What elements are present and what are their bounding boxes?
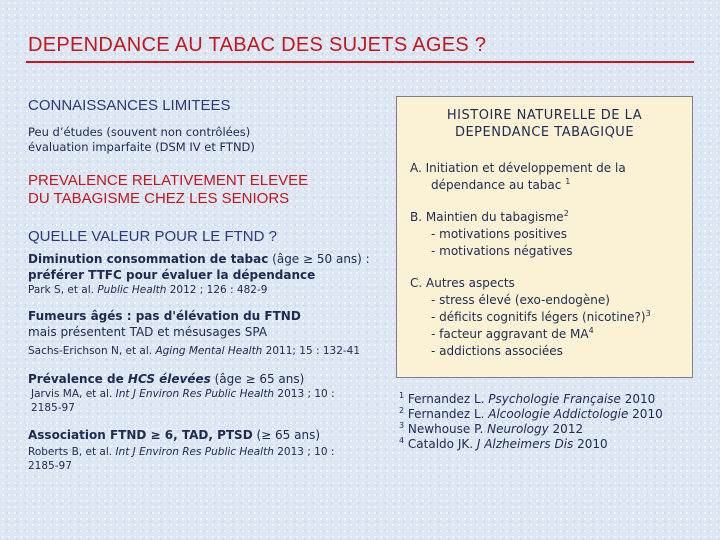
dim-paren: (âge ≥ 50 ans) : bbox=[268, 252, 370, 266]
item-c-line-1: C. Autres aspects bbox=[410, 276, 515, 290]
ref-sachs-journal: Aging Mental Health bbox=[155, 345, 263, 357]
footnotes bbox=[399, 392, 699, 452]
footnote-3-rest: 2012 bbox=[548, 422, 584, 436]
item-c-sub-4: - addictions associées bbox=[431, 344, 563, 358]
assoc-bold: Association FTND ≥ 6, TAD, PTSD bbox=[28, 428, 253, 442]
footnote-2-num: 2 bbox=[399, 406, 405, 415]
item-a-sup: 1 bbox=[565, 177, 571, 186]
s1-line-1: Peu d’études (souvent non contrôlées) bbox=[28, 125, 251, 139]
slide-title: DEPENDANCE AU TABAC DES SUJETS AGES ? bbox=[28, 34, 487, 56]
ref-roberts-journal: Int J Environ Res Public Health bbox=[115, 446, 274, 458]
ref-sachs bbox=[28, 344, 388, 358]
item-a-text: dépendance au tabac bbox=[431, 178, 562, 192]
heading-prevalence-line-1: PREVALENCE RELATIVEMENT ELEVEE bbox=[28, 172, 309, 189]
footnote-3-num: 3 bbox=[399, 421, 405, 430]
item-a-line-2 bbox=[410, 177, 692, 194]
ref-roberts bbox=[28, 445, 388, 459]
footnote-1 bbox=[399, 392, 699, 407]
ref-roberts-pages: 2185-97 bbox=[28, 460, 72, 472]
footnote-4-rest: 2010 bbox=[573, 437, 608, 451]
footnote-4-journal: J Alzheimers Dis bbox=[476, 437, 574, 451]
box-content bbox=[397, 160, 692, 360]
item-b-sup: 2 bbox=[563, 209, 569, 218]
ref-jarvis-authors: Jarvis MA, et al. bbox=[31, 388, 116, 400]
ref-jarvis bbox=[28, 387, 388, 401]
item-b-sub-2: - motivations négatives bbox=[431, 244, 573, 258]
item-b-text: B. Maintien du tabagisme bbox=[410, 210, 564, 224]
footnote-2-journal: Alcoologie Addictologie bbox=[488, 407, 629, 421]
item-c-sub-2-sup: 3 bbox=[645, 309, 651, 318]
item-c-sub-3-sup: 4 bbox=[588, 326, 594, 335]
histoire-naturelle-box bbox=[396, 96, 693, 378]
footnote-3-journal: Neurology bbox=[487, 422, 549, 436]
heading-prevalence-line-2: DU TABAGISME CHEZ LES SENIORS bbox=[28, 190, 290, 207]
box-title-line-2: DEPENDANCE TABAGIQUE bbox=[454, 125, 635, 140]
footnote-1-num: 1 bbox=[399, 391, 405, 400]
footnote-4-authors: Cataldo JK. bbox=[407, 437, 477, 451]
footnote-4-num: 4 bbox=[399, 436, 405, 445]
ref-sachs-rest: 2011; 15 : 132-41 bbox=[262, 345, 361, 357]
item-b-line-1 bbox=[410, 209, 692, 226]
footnote-4 bbox=[399, 437, 699, 452]
box-title bbox=[397, 107, 692, 141]
prev-bold: Prévalence de bbox=[28, 372, 128, 386]
footnote-1-authors: Fernandez L. bbox=[407, 392, 489, 406]
ref-roberts-authors: Roberts B, et al. bbox=[28, 446, 116, 458]
dim-bold-1: Diminution consommation de tabac bbox=[28, 252, 269, 266]
box-title-line-1: HISTOIRE NATURELLE DE LA bbox=[446, 108, 643, 123]
left-column bbox=[28, 97, 388, 473]
fum-line-2: mais présentent TAD et mésusages SPA bbox=[28, 325, 268, 339]
ref-jarvis-rest: 2013 ; 10 : bbox=[274, 388, 335, 400]
prev-paren: (âge ≥ 65 ans) bbox=[210, 372, 305, 386]
footnote-2-authors: Fernandez L. bbox=[407, 407, 489, 421]
item-b-sub-1: - motivations positives bbox=[431, 227, 568, 241]
ref-sachs-authors: Sachs-Erichson N, et al. bbox=[28, 345, 156, 357]
fum-line-1: Fumeurs âgés : pas d'élévation du FTND bbox=[28, 309, 301, 323]
item-c-sub-1: - stress élevé (exo-endogène) bbox=[431, 293, 610, 307]
heading-ftnd: QUELLE VALEUR POUR LE FTND ? bbox=[28, 228, 277, 245]
footnote-1-rest: 2010 bbox=[620, 392, 656, 406]
ref-jarvis-journal: Int J Environ Res Public Health bbox=[115, 388, 275, 400]
ref-roberts-rest: 2013 ; 10 : bbox=[273, 446, 335, 458]
ref-jarvis-pages: 2185-97 bbox=[31, 402, 75, 414]
ref-park-authors: Park S, et al. bbox=[28, 284, 98, 296]
title-underline bbox=[26, 61, 694, 63]
s1-line-2: évaluation imparfaite (DSM IV et FTND) bbox=[28, 140, 255, 154]
dim-line-2: préférer TTFC pour évaluer la dépendance bbox=[28, 268, 316, 282]
item-c-sub-3-text: - facteur aggravant de MA bbox=[431, 327, 589, 341]
prev-line bbox=[28, 371, 388, 387]
assoc-paren: (≥ 65 ans) bbox=[252, 428, 321, 442]
heading-connaissances: CONNAISSANCES LIMITEES bbox=[28, 97, 231, 114]
footnote-2 bbox=[399, 407, 699, 422]
footnote-3-authors: Newhouse P. bbox=[407, 422, 488, 436]
assoc-line bbox=[28, 427, 388, 443]
prev-bold-italic: HCS élevées bbox=[127, 372, 211, 386]
item-c-sub-2-text: - déficits cognitifs légers (nicotine?) bbox=[431, 310, 646, 324]
footnote-1-journal: Psychologie Française bbox=[488, 392, 621, 406]
item-c-sub-3 bbox=[410, 326, 692, 343]
ref-park bbox=[28, 283, 388, 297]
item-c-sub-2 bbox=[410, 309, 692, 326]
footnote-3 bbox=[399, 422, 699, 437]
dim-line-1 bbox=[28, 251, 388, 267]
ref-park-rest: 2012 ; 126 : 482-9 bbox=[166, 284, 268, 296]
footnote-2-rest: 2010 bbox=[628, 407, 663, 421]
ref-park-journal: Public Health bbox=[97, 284, 167, 296]
item-a-line-1: A. Initiation et développement de la bbox=[410, 161, 626, 175]
